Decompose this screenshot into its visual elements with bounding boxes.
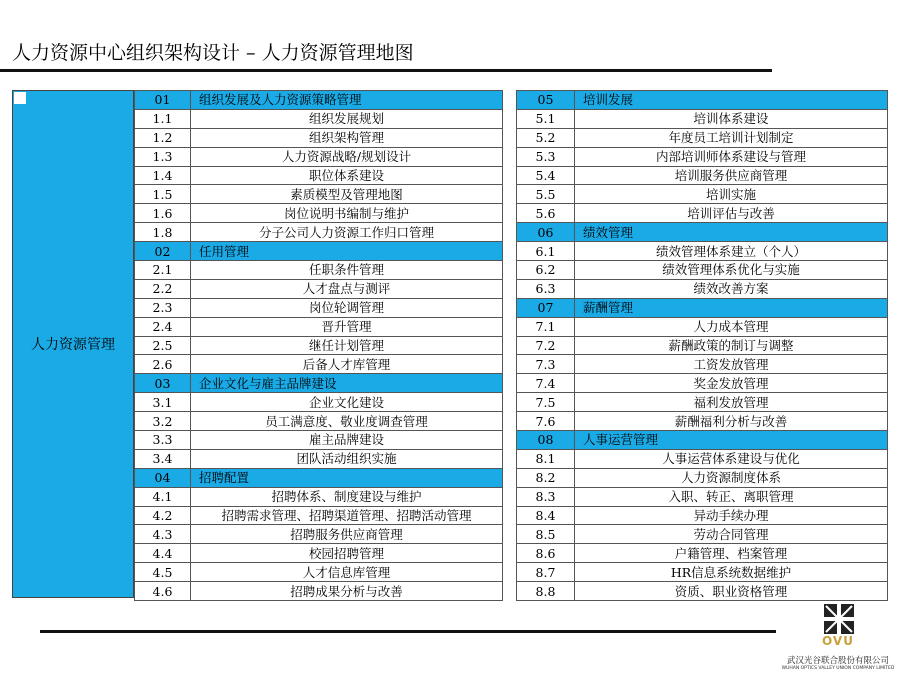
section-title: 组织发展及人力资源策略管理 xyxy=(191,91,503,110)
table-row xyxy=(135,317,503,336)
item-text: 培训实施 xyxy=(575,185,888,204)
item-text: 雇主品牌建设 xyxy=(191,431,503,450)
item-text: 继任计划管理 xyxy=(191,336,503,355)
item-text: 户籍管理、档案管理 xyxy=(575,544,888,563)
item-number: 5.6 xyxy=(517,204,575,223)
item-number: 1.4 xyxy=(135,166,191,185)
title-divider xyxy=(0,69,772,72)
table-row xyxy=(135,185,503,204)
table-row xyxy=(135,449,503,468)
item-number: 4.5 xyxy=(135,563,191,582)
table-row xyxy=(517,128,888,147)
item-text: 绩效改善方案 xyxy=(575,279,888,298)
company-name-en: WUHAN OPTICS VALLEY UNION COMPANY LIMITED xyxy=(781,666,895,671)
item-text: 企业文化建设 xyxy=(191,393,503,412)
item-text: 培训评估与改善 xyxy=(575,204,888,223)
logo-wordmark: OVU xyxy=(822,634,854,648)
item-text: 招聘服务供应商管理 xyxy=(191,525,503,544)
item-number: 5.3 xyxy=(517,147,575,166)
page-title: 人力资源中心组织架构设计 – 人力资源管理地图 xyxy=(12,42,414,64)
item-text: 人力资源制度体系 xyxy=(575,468,888,487)
table-row xyxy=(135,147,503,166)
table-row xyxy=(517,242,888,261)
item-text: 后备人才库管理 xyxy=(191,355,503,374)
section-number: 04 xyxy=(135,468,191,487)
hr-map-table-right xyxy=(516,90,888,601)
item-text: 薪酬福利分析与改善 xyxy=(575,412,888,431)
item-number: 3.4 xyxy=(135,449,191,468)
item-text: HR信息系统数据维护 xyxy=(575,563,888,582)
item-number: 3.3 xyxy=(135,431,191,450)
table-row xyxy=(135,506,503,525)
table-row xyxy=(135,544,503,563)
section-header-row xyxy=(517,91,888,110)
table-row xyxy=(135,223,503,242)
table-row xyxy=(517,544,888,563)
item-text: 组织发展规划 xyxy=(191,109,503,128)
item-text: 劳动合同管理 xyxy=(575,525,888,544)
section-header-row xyxy=(517,431,888,450)
item-number: 1.8 xyxy=(135,223,191,242)
item-number: 2.5 xyxy=(135,336,191,355)
item-number: 2.2 xyxy=(135,279,191,298)
item-text: 人力资源战略/规划设计 xyxy=(191,147,503,166)
table-row xyxy=(517,261,888,280)
item-text: 招聘需求管理、招聘渠道管理、招聘活动管理 xyxy=(191,506,503,525)
company-name-cn: 武汉光谷联合股份有限公司 xyxy=(786,656,889,666)
item-number: 2.6 xyxy=(135,355,191,374)
item-text: 素质模型及管理地图 xyxy=(191,185,503,204)
table-row xyxy=(517,393,888,412)
item-number: 2.3 xyxy=(135,298,191,317)
item-text: 入职、转正、离职管理 xyxy=(575,487,888,506)
table-row xyxy=(517,147,888,166)
item-number: 2.4 xyxy=(135,317,191,336)
item-number: 8.8 xyxy=(517,582,575,601)
item-number: 1.6 xyxy=(135,204,191,223)
table-row xyxy=(517,449,888,468)
table-row xyxy=(135,412,503,431)
table-row xyxy=(135,393,503,412)
table-row xyxy=(135,525,503,544)
item-text: 奖金发放管理 xyxy=(575,374,888,393)
item-text: 岗位轮调管理 xyxy=(191,298,503,317)
item-number: 8.7 xyxy=(517,563,575,582)
item-text: 工资发放管理 xyxy=(575,355,888,374)
table-row xyxy=(517,468,888,487)
section-number: 03 xyxy=(135,374,191,393)
item-text: 招聘成果分析与改善 xyxy=(191,582,503,601)
category-label-cell xyxy=(12,90,134,598)
item-text: 绩效管理体系建立（个人） xyxy=(575,242,888,261)
section-header-row xyxy=(517,223,888,242)
item-number: 4.3 xyxy=(135,525,191,544)
table-row xyxy=(135,128,503,147)
table-row xyxy=(517,317,888,336)
item-number: 8.3 xyxy=(517,487,575,506)
table-row xyxy=(135,487,503,506)
item-number: 7.4 xyxy=(517,374,575,393)
table-row xyxy=(517,336,888,355)
table-row xyxy=(135,431,503,450)
item-number: 7.3 xyxy=(517,355,575,374)
section-number: 07 xyxy=(517,298,575,317)
table-row xyxy=(135,279,503,298)
section-number: 05 xyxy=(517,91,575,110)
table-row xyxy=(517,279,888,298)
table-row xyxy=(517,582,888,601)
item-number: 7.5 xyxy=(517,393,575,412)
section-header-row xyxy=(517,298,888,317)
section-title: 培训发展 xyxy=(575,91,888,110)
item-number: 8.5 xyxy=(517,525,575,544)
table-row xyxy=(517,374,888,393)
hr-map-table-left xyxy=(134,90,503,601)
item-text: 培训服务供应商管理 xyxy=(575,166,888,185)
item-text: 组织架构管理 xyxy=(191,128,503,147)
table-row xyxy=(135,336,503,355)
item-number: 7.2 xyxy=(517,336,575,355)
section-title: 绩效管理 xyxy=(575,223,888,242)
item-text: 团队活动组织实施 xyxy=(191,449,503,468)
table-row xyxy=(517,563,888,582)
table-row xyxy=(517,355,888,374)
item-text: 晋升管理 xyxy=(191,317,503,336)
item-text: 资质、职业资格管理 xyxy=(575,582,888,601)
item-number: 6.3 xyxy=(517,279,575,298)
item-text: 异动手续办理 xyxy=(575,506,888,525)
section-header-row xyxy=(135,242,503,261)
item-text: 员工满意度、敬业度调查管理 xyxy=(191,412,503,431)
item-number: 4.4 xyxy=(135,544,191,563)
item-number: 7.6 xyxy=(517,412,575,431)
table-row xyxy=(135,355,503,374)
section-header-row xyxy=(135,468,503,487)
section-number: 08 xyxy=(517,431,575,450)
table-row xyxy=(135,563,503,582)
item-text: 校园招聘管理 xyxy=(191,544,503,563)
item-number: 4.6 xyxy=(135,582,191,601)
item-text: 年度员工培训计划制定 xyxy=(575,128,888,147)
item-text: 招聘体系、制度建设与维护 xyxy=(191,487,503,506)
corner-marker xyxy=(14,92,26,104)
table-row xyxy=(135,298,503,317)
section-title: 任用管理 xyxy=(191,242,503,261)
section-title: 薪酬管理 xyxy=(575,298,888,317)
item-number: 4.2 xyxy=(135,506,191,525)
table-row xyxy=(517,506,888,525)
item-text: 福利发放管理 xyxy=(575,393,888,412)
table-row xyxy=(517,185,888,204)
item-number: 4.1 xyxy=(135,487,191,506)
section-title: 人事运营管理 xyxy=(575,431,888,450)
table-row xyxy=(135,582,503,601)
item-text: 任职条件管理 xyxy=(191,261,503,280)
item-number: 1.3 xyxy=(135,147,191,166)
item-number: 6.2 xyxy=(517,261,575,280)
table-row xyxy=(135,109,503,128)
item-number: 5.2 xyxy=(517,128,575,147)
company-logo xyxy=(776,604,900,675)
item-text: 培训体系建设 xyxy=(575,109,888,128)
item-text: 分子公司人力资源工作归口管理 xyxy=(191,223,503,242)
item-number: 1.1 xyxy=(135,109,191,128)
table-row xyxy=(517,412,888,431)
section-title: 企业文化与雇主品牌建设 xyxy=(191,374,503,393)
table-row xyxy=(517,204,888,223)
item-text: 薪酬政策的制订与调整 xyxy=(575,336,888,355)
section-header-row xyxy=(135,91,503,110)
item-text: 岗位说明书编制与维护 xyxy=(191,204,503,223)
category-label: 人力资源管理 xyxy=(31,337,115,353)
item-text: 人力成本管理 xyxy=(575,317,888,336)
item-text: 人才信息库管理 xyxy=(191,563,503,582)
table-row xyxy=(135,166,503,185)
table-row xyxy=(517,525,888,544)
table-row xyxy=(517,166,888,185)
item-text: 职位体系建设 xyxy=(191,166,503,185)
footer-divider xyxy=(40,630,776,633)
table-row xyxy=(517,109,888,128)
item-number: 8.2 xyxy=(517,468,575,487)
item-number: 5.5 xyxy=(517,185,575,204)
item-text: 内部培训师体系建设与管理 xyxy=(575,147,888,166)
section-title: 招聘配置 xyxy=(191,468,503,487)
table-row xyxy=(135,261,503,280)
item-text: 人事运营体系建设与优化 xyxy=(575,449,888,468)
section-number: 06 xyxy=(517,223,575,242)
table-row xyxy=(517,487,888,506)
item-number: 7.1 xyxy=(517,317,575,336)
ovu-logo-icon xyxy=(824,604,854,634)
item-number: 2.1 xyxy=(135,261,191,280)
item-number: 8.4 xyxy=(517,506,575,525)
item-number: 5.1 xyxy=(517,109,575,128)
table-row xyxy=(135,204,503,223)
item-text: 绩效管理体系优化与实施 xyxy=(575,261,888,280)
item-number: 8.6 xyxy=(517,544,575,563)
section-number: 02 xyxy=(135,242,191,261)
item-number: 8.1 xyxy=(517,449,575,468)
section-header-row xyxy=(135,374,503,393)
section-number: 01 xyxy=(135,91,191,110)
item-number: 5.4 xyxy=(517,166,575,185)
item-text: 人才盘点与测评 xyxy=(191,279,503,298)
item-number: 3.1 xyxy=(135,393,191,412)
item-number: 1.2 xyxy=(135,128,191,147)
item-number: 6.1 xyxy=(517,242,575,261)
item-number: 3.2 xyxy=(135,412,191,431)
item-number: 1.5 xyxy=(135,185,191,204)
